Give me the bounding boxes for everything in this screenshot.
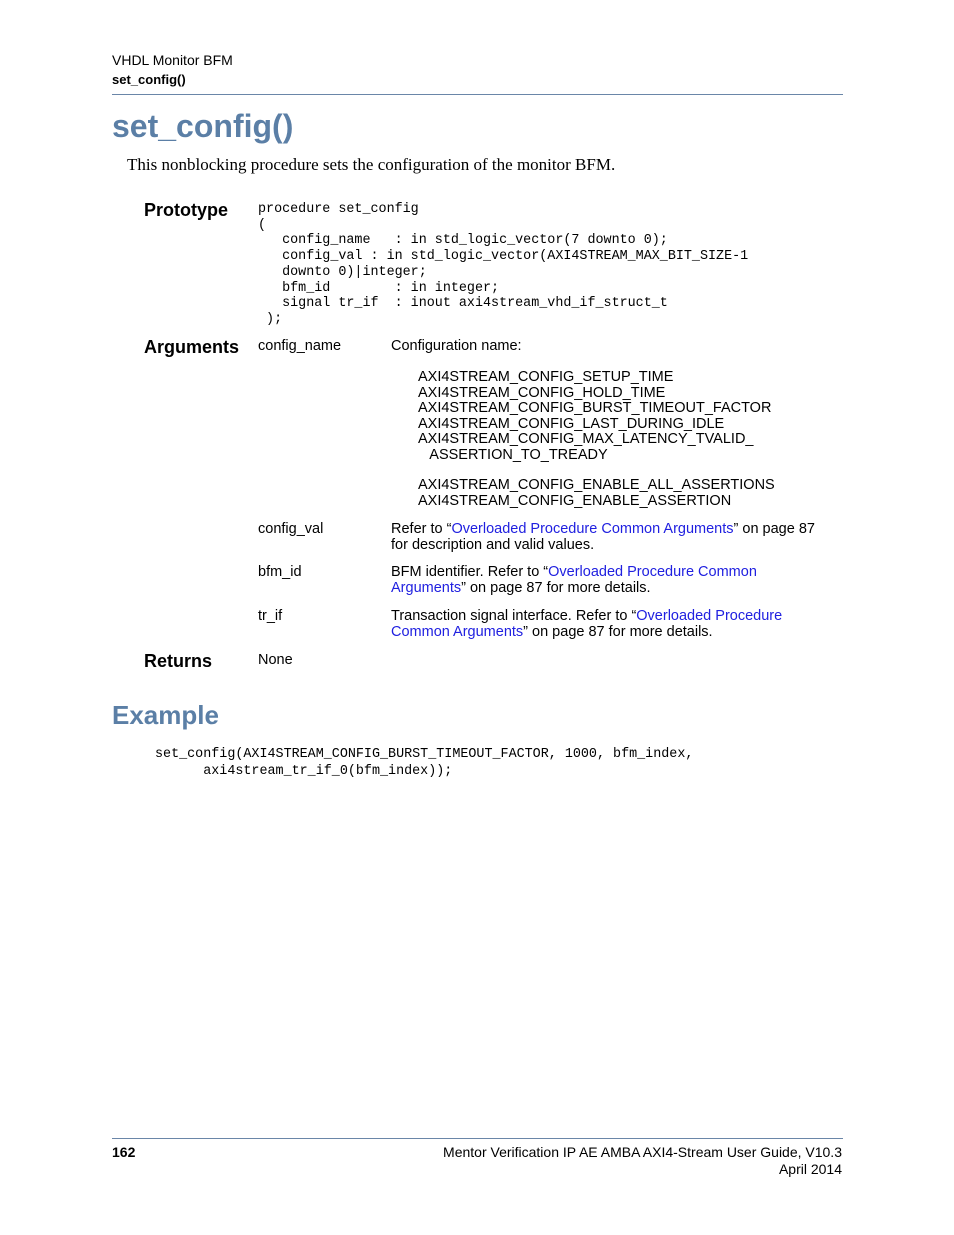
footer-rule xyxy=(112,1138,843,1139)
arg-config-name: config_name xyxy=(258,338,342,354)
overloaded-args-link[interactable]: Overloaded Procedure Common Arguments xyxy=(451,521,734,537)
arg-tr-if-desc: Transaction signal interface. Refer to “Overloaded Procedure Common Arguments” on page 87 for more details. xyxy=(391,608,783,640)
prototype-label: Prototype xyxy=(144,200,229,220)
intro-paragraph: This nonblocking procedure sets the configuration of the monitor BFM. xyxy=(127,155,616,174)
arg-bfm-id-desc: BFM identifier. Refer to “Overloaded Procedure Common Arguments” on page 87 for more details. xyxy=(391,564,757,596)
prototype-code: procedure set_config ( config_name : in std_logic_vector(7 downto 0); config_val : in std_logic_vector(AXI4STREAM_MAX_BIT_SIZE-1 downto 0)|integer; bfm_id : in integer; signal tr_if : inout axi4stream_vhd_if_struct_t ); xyxy=(258,202,749,327)
returns-label: Returns xyxy=(144,651,213,671)
arg-config-val-desc: Refer to “Overloaded Procedure Common Arguments” on page 87 for description and valid values. xyxy=(391,521,815,553)
header-rule xyxy=(112,94,843,95)
overloaded-args-link[interactable]: Overloaded Procedure Common Arguments xyxy=(391,564,757,596)
returns-value: None xyxy=(258,652,293,668)
config-name-values-list: AXI4STREAM_CONFIG_SETUP_TIME AXI4STREAM_CONFIG_HOLD_TIME AXI4STREAM_CONFIG_BURST_TIMEOUT_FACTOR AXI4STREAM_CONFIG_LAST_DURING_IDLE AXI4STREAM_CONFIG_MAX_LATENCY_TVALID_ ASSERTION_TO_TREADY xyxy=(418,369,772,463)
arg-tr-if: tr_if xyxy=(258,608,283,624)
footer-doc-title: Mentor Verification IP AE AMBA AXI4-Stream User Guide, V10.3 xyxy=(443,1144,842,1160)
example-heading: Example xyxy=(112,700,219,730)
arg-bfm-id: bfm_id xyxy=(258,564,302,580)
arg-config-val: config_val xyxy=(258,521,324,537)
running-header-section: VHDL Monitor BFM xyxy=(112,52,233,68)
overloaded-args-link[interactable]: Overloaded Procedure Common Arguments xyxy=(391,608,783,640)
config-name-assertion-values: AXI4STREAM_CONFIG_ENABLE_ALL_ASSERTIONS AXI4STREAM_CONFIG_ENABLE_ASSERTION xyxy=(418,477,775,509)
arg-config-name-desc: Configuration name: xyxy=(391,338,522,354)
page-title: set_config() xyxy=(112,108,294,144)
arguments-label: Arguments xyxy=(144,337,240,357)
footer-date: April 2014 xyxy=(778,1161,842,1177)
page-number: 162 xyxy=(112,1144,136,1160)
example-code: set_config(AXI4STREAM_CONFIG_BURST_TIMEOUT_FACTOR, 1000, bfm_index, axi4stream_tr_if_0(bfm_index)); xyxy=(155,747,694,779)
running-header-subsection: set_config() xyxy=(112,72,186,87)
